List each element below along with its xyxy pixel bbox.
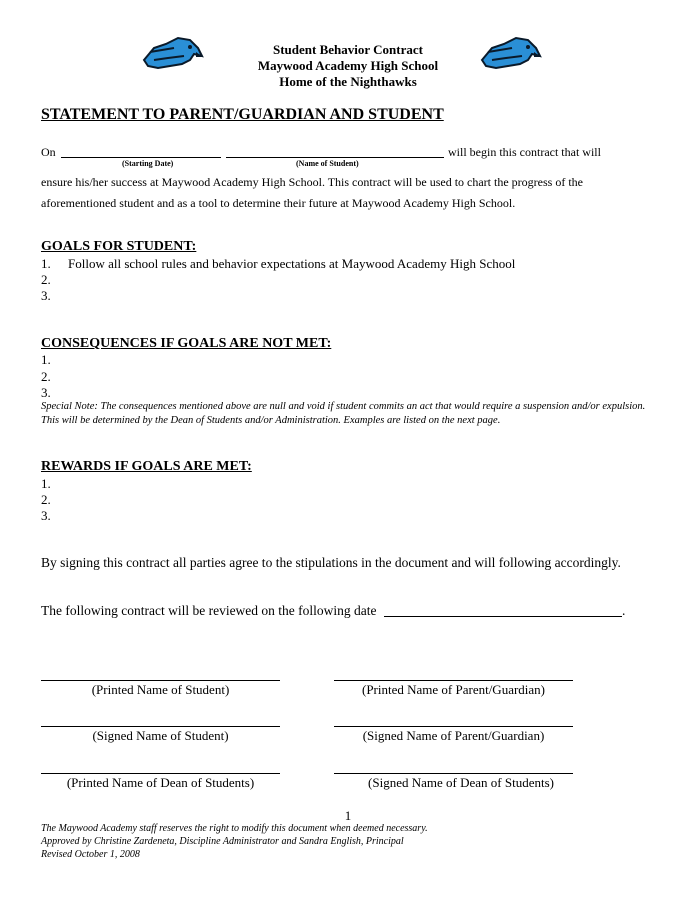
consequences-item-number: 2. — [41, 369, 51, 384]
goals-item-number: 3. — [41, 288, 51, 303]
rewards-item-number: 1. — [41, 476, 51, 491]
review-period: . — [622, 603, 626, 618]
header-line-2: Maywood Academy High School — [257, 58, 439, 73]
review-text: The following contract will be reviewed on the following date — [41, 603, 377, 618]
student-name-label: (Name of Student) — [296, 159, 359, 168]
rewards-item-number: 3. — [41, 508, 51, 523]
printed-student-line[interactable] — [41, 680, 280, 681]
goals-item-number: 2. — [41, 272, 51, 287]
signed-parent-line[interactable] — [334, 726, 573, 727]
footer-line-1: The Maywood Academy staff reserves the right to modify this document when deemed necessary. — [41, 823, 428, 834]
intro-line1-tail: will begin this contract that will — [448, 145, 601, 159]
student-name-field[interactable] — [226, 157, 444, 158]
printed-parent-label: (Printed Name of Parent/Guardian) — [361, 682, 546, 697]
printed-dean-label: (Printed Name of Dean of Students) — [66, 775, 255, 790]
agreement-text: By signing this contract all parties agree to the stipulations in the document and will following accordingly. — [41, 555, 621, 570]
starting-date-field[interactable] — [61, 157, 221, 158]
rewards-item-number: 2. — [41, 492, 51, 507]
intro-line3: aforementioned student and as a tool to determine their future at Maywood Academy High School. — [41, 196, 516, 210]
special-note: Special Note: The consequences mentioned above are null and void if student commits an act that would require a suspension and/or expulsion. This will be determined by the Dean of Students and/or Administration. Examples are listed on the next page. — [41, 401, 646, 426]
signed-dean-label: (Signed Name of Dean of Students) — [368, 775, 554, 790]
consequences-item-number: 1. — [41, 352, 51, 367]
intro-line2: ensure his/her success at Maywood Academy High School. This contract will be used to chart the progress of the — [41, 175, 583, 189]
intro-on: On — [41, 145, 56, 159]
printed-parent-line[interactable] — [334, 680, 573, 681]
starting-date-label: (Starting Date) — [122, 159, 174, 168]
consequences-item-number: 3. — [41, 385, 51, 400]
goals-heading: GOALS FOR STUDENT: — [41, 239, 197, 254]
signed-student-label: (Signed Name of Student) — [92, 728, 229, 743]
footer-line-3: Revised October 1, 2008 — [41, 849, 140, 860]
page-title: STATEMENT TO PARENT/GUARDIAN AND STUDENT — [41, 106, 444, 123]
consequences-heading: CONSEQUENCES IF GOALS ARE NOT MET: — [41, 336, 332, 351]
signed-parent-label: (Signed Name of Parent/Guardian) — [362, 728, 545, 743]
signed-dean-line[interactable] — [334, 773, 573, 774]
header-line-1: Student Behavior Contract — [273, 42, 423, 57]
header-line-3: Home of the Nighthawks — [279, 74, 417, 89]
rewards-heading: REWARDS IF GOALS ARE MET: — [41, 459, 252, 474]
printed-dean-line[interactable] — [41, 773, 280, 774]
review-date-field[interactable] — [384, 616, 622, 617]
goals-item-1-text: Follow all school rules and behavior expectations at Maywood Academy High School — [68, 256, 516, 271]
signed-student-line[interactable] — [41, 726, 280, 727]
goals-item-number: 1. — [41, 256, 51, 271]
footer-line-2: Approved by Christine Zardeneta, Discipline Administrator and Sandra English, Principal — [41, 836, 404, 847]
page-number: 1 — [344, 808, 352, 823]
printed-student-label: (Printed Name of Student) — [91, 682, 230, 697]
